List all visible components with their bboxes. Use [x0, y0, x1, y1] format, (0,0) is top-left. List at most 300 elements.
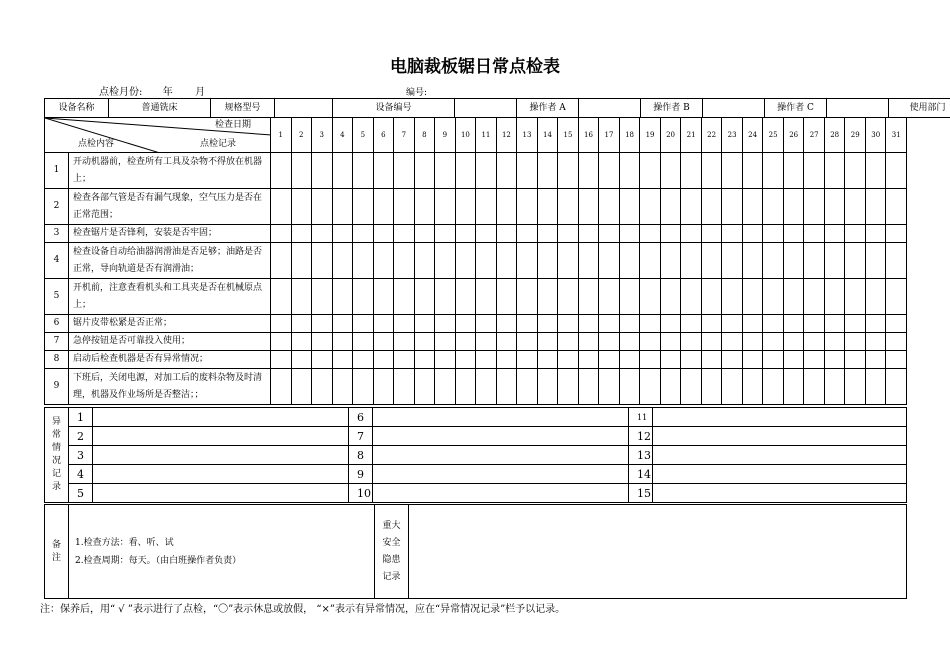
check-cell[interactable]: [312, 153, 333, 189]
check-cell[interactable]: [660, 351, 681, 369]
check-cell[interactable]: [312, 369, 333, 405]
check-cell[interactable]: [660, 315, 681, 333]
check-cell[interactable]: [742, 351, 763, 369]
check-cell[interactable]: [640, 315, 661, 333]
check-cell[interactable]: [414, 189, 435, 225]
check-cell[interactable]: [435, 153, 456, 189]
check-cell[interactable]: [394, 315, 415, 333]
check-cell[interactable]: [271, 243, 292, 279]
check-cell[interactable]: [742, 279, 763, 315]
check-cell[interactable]: [312, 315, 333, 333]
check-cell[interactable]: [804, 225, 825, 243]
check-cell[interactable]: [763, 189, 784, 225]
check-cell[interactable]: [578, 243, 599, 279]
check-cell[interactable]: [537, 189, 558, 225]
check-cell[interactable]: [537, 243, 558, 279]
check-cell[interactable]: [291, 351, 312, 369]
check-cell[interactable]: [742, 153, 763, 189]
check-cell[interactable]: [435, 333, 456, 351]
check-cell[interactable]: [845, 153, 866, 189]
check-cell[interactable]: [332, 153, 353, 189]
check-cell[interactable]: [824, 243, 845, 279]
check-cell[interactable]: [271, 351, 292, 369]
check-cell[interactable]: [435, 351, 456, 369]
check-cell[interactable]: [435, 369, 456, 405]
check-cell[interactable]: [824, 153, 845, 189]
check-cell[interactable]: [394, 351, 415, 369]
check-cell[interactable]: [599, 315, 620, 333]
check-cell[interactable]: [681, 189, 702, 225]
check-cell[interactable]: [783, 351, 804, 369]
abnormal-record-cell[interactable]: [653, 484, 907, 503]
check-cell[interactable]: [681, 315, 702, 333]
check-cell[interactable]: [599, 189, 620, 225]
check-cell[interactable]: [640, 351, 661, 369]
check-cell[interactable]: [312, 279, 333, 315]
check-cell[interactable]: [619, 315, 640, 333]
check-cell[interactable]: [578, 351, 599, 369]
check-cell[interactable]: [619, 279, 640, 315]
check-cell[interactable]: [373, 189, 394, 225]
check-cell[interactable]: [681, 333, 702, 351]
check-cell[interactable]: [373, 225, 394, 243]
check-cell[interactable]: [414, 315, 435, 333]
check-cell[interactable]: [455, 225, 476, 243]
check-cell[interactable]: [517, 279, 538, 315]
check-cell[interactable]: [517, 225, 538, 243]
check-cell[interactable]: [455, 279, 476, 315]
check-cell[interactable]: [865, 369, 886, 405]
check-cell[interactable]: [517, 369, 538, 405]
check-cell[interactable]: [886, 315, 907, 333]
check-cell[interactable]: [332, 369, 353, 405]
check-cell[interactable]: [394, 153, 415, 189]
check-cell[interactable]: [722, 279, 743, 315]
check-cell[interactable]: [517, 243, 538, 279]
check-cell[interactable]: [312, 189, 333, 225]
check-cell[interactable]: [414, 225, 435, 243]
check-cell[interactable]: [886, 189, 907, 225]
check-cell[interactable]: [476, 153, 497, 189]
check-cell[interactable]: [599, 333, 620, 351]
check-cell[interactable]: [804, 189, 825, 225]
check-cell[interactable]: [496, 189, 517, 225]
check-cell[interactable]: [496, 153, 517, 189]
check-cell[interactable]: [353, 369, 374, 405]
check-cell[interactable]: [496, 225, 517, 243]
check-cell[interactable]: [804, 315, 825, 333]
check-cell[interactable]: [271, 369, 292, 405]
check-cell[interactable]: [640, 225, 661, 243]
check-cell[interactable]: [394, 333, 415, 351]
check-cell[interactable]: [537, 279, 558, 315]
check-cell[interactable]: [271, 279, 292, 315]
check-cell[interactable]: [722, 315, 743, 333]
check-cell[interactable]: [373, 333, 394, 351]
check-cell[interactable]: [291, 315, 312, 333]
check-cell[interactable]: [722, 243, 743, 279]
check-cell[interactable]: [373, 315, 394, 333]
check-cell[interactable]: [332, 333, 353, 351]
check-cell[interactable]: [742, 369, 763, 405]
check-cell[interactable]: [886, 369, 907, 405]
check-cell[interactable]: [660, 153, 681, 189]
check-cell[interactable]: [435, 225, 456, 243]
check-cell[interactable]: [435, 189, 456, 225]
check-cell[interactable]: [660, 333, 681, 351]
check-cell[interactable]: [558, 189, 579, 225]
check-cell[interactable]: [353, 189, 374, 225]
check-cell[interactable]: [619, 153, 640, 189]
check-cell[interactable]: [271, 153, 292, 189]
check-cell[interactable]: [373, 369, 394, 405]
check-cell[interactable]: [558, 315, 579, 333]
check-cell[interactable]: [701, 225, 722, 243]
check-cell[interactable]: [414, 279, 435, 315]
check-cell[interactable]: [517, 153, 538, 189]
check-cell[interactable]: [722, 351, 743, 369]
abnormal-record-cell[interactable]: [373, 484, 629, 503]
check-cell[interactable]: [845, 351, 866, 369]
check-cell[interactable]: [558, 243, 579, 279]
abnormal-record-cell[interactable]: [653, 427, 907, 446]
check-cell[interactable]: [414, 351, 435, 369]
check-cell[interactable]: [476, 315, 497, 333]
check-cell[interactable]: [783, 369, 804, 405]
check-cell[interactable]: [660, 279, 681, 315]
check-cell[interactable]: [271, 333, 292, 351]
check-cell[interactable]: [373, 279, 394, 315]
check-cell[interactable]: [271, 189, 292, 225]
check-cell[interactable]: [619, 333, 640, 351]
check-cell[interactable]: [681, 279, 702, 315]
abnormal-record-cell[interactable]: [373, 465, 629, 484]
check-cell[interactable]: [353, 333, 374, 351]
check-cell[interactable]: [599, 243, 620, 279]
check-cell[interactable]: [496, 333, 517, 351]
check-cell[interactable]: [722, 225, 743, 243]
check-cell[interactable]: [783, 315, 804, 333]
check-cell[interactable]: [394, 279, 415, 315]
check-cell[interactable]: [722, 189, 743, 225]
check-cell[interactable]: [455, 351, 476, 369]
check-cell[interactable]: [312, 225, 333, 243]
check-cell[interactable]: [640, 279, 661, 315]
check-cell[interactable]: [414, 153, 435, 189]
check-cell[interactable]: [742, 333, 763, 351]
check-cell[interactable]: [804, 279, 825, 315]
check-cell[interactable]: [578, 189, 599, 225]
check-cell[interactable]: [660, 189, 681, 225]
check-cell[interactable]: [824, 351, 845, 369]
check-cell[interactable]: [599, 351, 620, 369]
operator-b-value-cell[interactable]: [703, 99, 765, 118]
check-cell[interactable]: [845, 333, 866, 351]
check-cell[interactable]: [865, 153, 886, 189]
check-cell[interactable]: [332, 279, 353, 315]
abnormal-record-cell[interactable]: [653, 408, 907, 427]
check-cell[interactable]: [824, 333, 845, 351]
check-cell[interactable]: [763, 279, 784, 315]
check-cell[interactable]: [824, 189, 845, 225]
check-cell[interactable]: [537, 153, 558, 189]
check-cell[interactable]: [845, 243, 866, 279]
check-cell[interactable]: [332, 225, 353, 243]
check-cell[interactable]: [845, 225, 866, 243]
check-cell[interactable]: [517, 351, 538, 369]
check-cell[interactable]: [619, 243, 640, 279]
check-cell[interactable]: [455, 333, 476, 351]
check-cell[interactable]: [271, 225, 292, 243]
check-cell[interactable]: [783, 225, 804, 243]
check-cell[interactable]: [476, 279, 497, 315]
check-cell[interactable]: [558, 279, 579, 315]
check-cell[interactable]: [742, 225, 763, 243]
check-cell[interactable]: [496, 351, 517, 369]
check-cell[interactable]: [763, 243, 784, 279]
check-cell[interactable]: [701, 279, 722, 315]
check-cell[interactable]: [414, 243, 435, 279]
check-cell[interactable]: [373, 153, 394, 189]
check-cell[interactable]: [804, 333, 825, 351]
check-cell[interactable]: [660, 369, 681, 405]
check-cell[interactable]: [681, 153, 702, 189]
abnormal-record-cell[interactable]: [93, 446, 349, 465]
check-cell[interactable]: [763, 369, 784, 405]
check-cell[interactable]: [291, 333, 312, 351]
check-cell[interactable]: [701, 153, 722, 189]
check-cell[interactable]: [578, 369, 599, 405]
check-cell[interactable]: [332, 243, 353, 279]
check-cell[interactable]: [681, 225, 702, 243]
check-cell[interactable]: [558, 153, 579, 189]
check-cell[interactable]: [886, 153, 907, 189]
check-cell[interactable]: [783, 243, 804, 279]
check-cell[interactable]: [742, 315, 763, 333]
check-cell[interactable]: [886, 279, 907, 315]
check-cell[interactable]: [763, 333, 784, 351]
check-cell[interactable]: [804, 243, 825, 279]
check-cell[interactable]: [414, 333, 435, 351]
check-cell[interactable]: [783, 153, 804, 189]
check-cell[interactable]: [681, 351, 702, 369]
check-cell[interactable]: [865, 243, 886, 279]
check-cell[interactable]: [845, 279, 866, 315]
check-cell[interactable]: [578, 279, 599, 315]
check-cell[interactable]: [394, 189, 415, 225]
check-cell[interactable]: [517, 333, 538, 351]
check-cell[interactable]: [435, 279, 456, 315]
check-cell[interactable]: [353, 243, 374, 279]
check-cell[interactable]: [476, 189, 497, 225]
hazard-record-cell[interactable]: [409, 505, 907, 599]
check-cell[interactable]: [845, 315, 866, 333]
check-cell[interactable]: [496, 279, 517, 315]
check-cell[interactable]: [291, 243, 312, 279]
check-cell[interactable]: [865, 315, 886, 333]
check-cell[interactable]: [722, 153, 743, 189]
check-cell[interactable]: [291, 189, 312, 225]
check-cell[interactable]: [865, 225, 886, 243]
check-cell[interactable]: [332, 351, 353, 369]
check-cell[interactable]: [455, 315, 476, 333]
check-cell[interactable]: [537, 333, 558, 351]
equipment-no-value-cell[interactable]: [455, 99, 517, 118]
check-cell[interactable]: [886, 225, 907, 243]
check-cell[interactable]: [640, 243, 661, 279]
check-cell[interactable]: [476, 369, 497, 405]
operator-a-value-cell[interactable]: [579, 99, 641, 118]
check-cell[interactable]: [660, 225, 681, 243]
check-cell[interactable]: [804, 351, 825, 369]
abnormal-record-cell[interactable]: [93, 484, 349, 503]
check-cell[interactable]: [865, 351, 886, 369]
abnormal-record-cell[interactable]: [653, 465, 907, 484]
check-cell[interactable]: [619, 369, 640, 405]
check-cell[interactable]: [394, 225, 415, 243]
check-cell[interactable]: [804, 369, 825, 405]
check-cell[interactable]: [804, 153, 825, 189]
check-cell[interactable]: [414, 369, 435, 405]
model-value-cell[interactable]: [275, 99, 333, 118]
check-cell[interactable]: [886, 351, 907, 369]
check-cell[interactable]: [517, 315, 538, 333]
check-cell[interactable]: [476, 351, 497, 369]
check-cell[interactable]: [619, 351, 640, 369]
check-cell[interactable]: [742, 189, 763, 225]
check-cell[interactable]: [783, 279, 804, 315]
check-cell[interactable]: [496, 369, 517, 405]
check-cell[interactable]: [578, 315, 599, 333]
check-cell[interactable]: [701, 351, 722, 369]
check-cell[interactable]: [496, 243, 517, 279]
check-cell[interactable]: [701, 189, 722, 225]
abnormal-record-cell[interactable]: [653, 446, 907, 465]
check-cell[interactable]: [763, 153, 784, 189]
check-cell[interactable]: [722, 333, 743, 351]
check-cell[interactable]: [763, 315, 784, 333]
check-cell[interactable]: [455, 189, 476, 225]
check-cell[interactable]: [886, 243, 907, 279]
check-cell[interactable]: [353, 153, 374, 189]
check-cell[interactable]: [291, 153, 312, 189]
check-cell[interactable]: [537, 369, 558, 405]
check-cell[interactable]: [701, 369, 722, 405]
check-cell[interactable]: [824, 279, 845, 315]
check-cell[interactable]: [394, 243, 415, 279]
check-cell[interactable]: [578, 333, 599, 351]
check-cell[interactable]: [353, 315, 374, 333]
check-cell[interactable]: [640, 333, 661, 351]
check-cell[interactable]: [701, 315, 722, 333]
check-cell[interactable]: [435, 243, 456, 279]
check-cell[interactable]: [619, 189, 640, 225]
check-cell[interactable]: [476, 225, 497, 243]
check-cell[interactable]: [701, 333, 722, 351]
check-cell[interactable]: [558, 333, 579, 351]
operator-c-value-cell[interactable]: [827, 99, 889, 118]
check-cell[interactable]: [845, 369, 866, 405]
check-cell[interactable]: [537, 225, 558, 243]
check-cell[interactable]: [578, 225, 599, 243]
check-cell[interactable]: [537, 315, 558, 333]
check-cell[interactable]: [455, 243, 476, 279]
check-cell[interactable]: [599, 279, 620, 315]
abnormal-record-cell[interactable]: [93, 465, 349, 484]
check-cell[interactable]: [291, 225, 312, 243]
check-cell[interactable]: [353, 279, 374, 315]
check-cell[interactable]: [578, 153, 599, 189]
abnormal-record-cell[interactable]: [93, 427, 349, 446]
abnormal-record-cell[interactable]: [93, 408, 349, 427]
check-cell[interactable]: [845, 189, 866, 225]
abnormal-record-cell[interactable]: [373, 408, 629, 427]
check-cell[interactable]: [394, 369, 415, 405]
check-cell[interactable]: [865, 189, 886, 225]
check-cell[interactable]: [763, 351, 784, 369]
check-cell[interactable]: [783, 189, 804, 225]
check-cell[interactable]: [660, 243, 681, 279]
check-cell[interactable]: [496, 315, 517, 333]
check-cell[interactable]: [353, 351, 374, 369]
check-cell[interactable]: [783, 333, 804, 351]
check-cell[interactable]: [599, 225, 620, 243]
check-cell[interactable]: [865, 333, 886, 351]
check-cell[interactable]: [558, 369, 579, 405]
check-cell[interactable]: [476, 333, 497, 351]
check-cell[interactable]: [373, 351, 394, 369]
check-cell[interactable]: [722, 369, 743, 405]
check-cell[interactable]: [435, 315, 456, 333]
check-cell[interactable]: [312, 351, 333, 369]
check-cell[interactable]: [763, 225, 784, 243]
check-cell[interactable]: [640, 153, 661, 189]
check-cell[interactable]: [824, 225, 845, 243]
check-cell[interactable]: [619, 225, 640, 243]
check-cell[interactable]: [742, 243, 763, 279]
check-cell[interactable]: [353, 225, 374, 243]
check-cell[interactable]: [824, 369, 845, 405]
check-cell[interactable]: [537, 351, 558, 369]
check-cell[interactable]: [599, 369, 620, 405]
check-cell[interactable]: [640, 189, 661, 225]
check-cell[interactable]: [640, 369, 661, 405]
check-cell[interactable]: [332, 189, 353, 225]
check-cell[interactable]: [312, 243, 333, 279]
check-cell[interactable]: [701, 243, 722, 279]
abnormal-record-cell[interactable]: [373, 427, 629, 446]
check-cell[interactable]: [291, 279, 312, 315]
check-cell[interactable]: [517, 189, 538, 225]
check-cell[interactable]: [558, 351, 579, 369]
check-cell[interactable]: [312, 333, 333, 351]
check-cell[interactable]: [558, 225, 579, 243]
check-cell[interactable]: [476, 243, 497, 279]
check-cell[interactable]: [824, 315, 845, 333]
check-cell[interactable]: [599, 153, 620, 189]
check-cell[interactable]: [681, 369, 702, 405]
check-cell[interactable]: [681, 243, 702, 279]
check-cell[interactable]: [271, 315, 292, 333]
check-cell[interactable]: [373, 243, 394, 279]
abnormal-record-cell[interactable]: [373, 446, 629, 465]
check-cell[interactable]: [455, 369, 476, 405]
check-cell[interactable]: [291, 369, 312, 405]
check-cell[interactable]: [886, 333, 907, 351]
check-cell[interactable]: [865, 279, 886, 315]
check-cell[interactable]: [455, 153, 476, 189]
check-cell[interactable]: [332, 315, 353, 333]
